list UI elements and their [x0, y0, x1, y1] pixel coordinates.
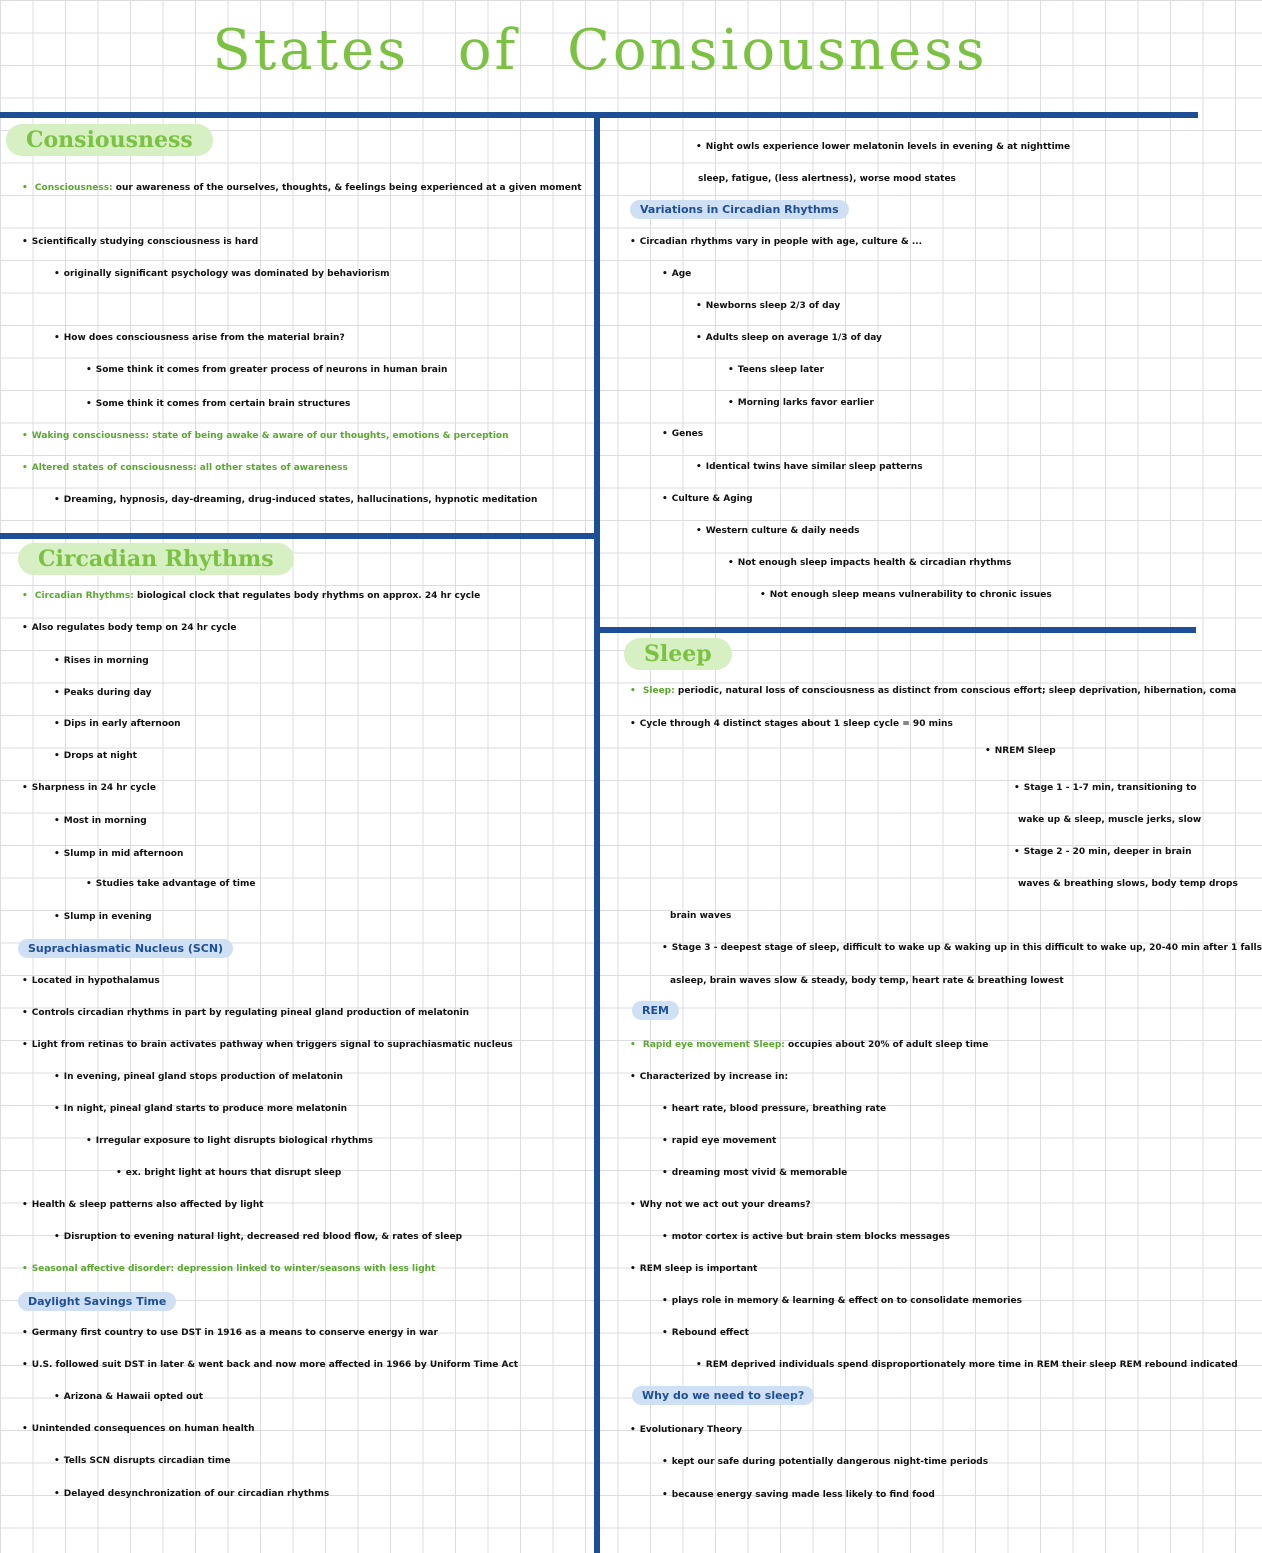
note-variations-6: • Genes: [662, 428, 862, 440]
note-rem-3: • rapid eye movement: [662, 1135, 1062, 1147]
note-variations-11: • Not enough sleep means vulnerability to chronic issues: [760, 589, 1180, 601]
note-sleep-definition: [630, 685, 1237, 697]
note-why-sleep-0: • Evolutionary Theory: [630, 1424, 1030, 1436]
note-nrem-stage-3: • Stage 3 - deepest stage of sleep, difficult to wake up & waking up in this difficult to wake up, 20-40 min after 1 falls: [662, 942, 1180, 954]
note-circadian-2: • Rises in morning: [54, 655, 354, 667]
note-rem-8: • plays role in memory & learning & effect on to consolidate memories: [662, 1295, 1172, 1307]
subtitle-rem: REM: [632, 1001, 679, 1020]
note-nrem-stage-3-cont: asleep, brain waves slow & steady, body temp, heart rate & breathing lowest: [670, 976, 1064, 986]
note-dst-4: • Tells SCN disrupts circadian time: [54, 1455, 574, 1467]
note-scn-7: • Health & sleep patterns also affected by light: [22, 1199, 582, 1211]
page-title: States of Consiousness: [212, 18, 988, 83]
note-rem-7: • REM sleep is important: [630, 1263, 1030, 1275]
note-why-sleep-1: • kept our safe during potentially dangerous night-time periods: [662, 1456, 1162, 1468]
note-rem-10: • REM deprived individuals spend disproportionately more time in REM their sleep REM rebound indicated: [696, 1359, 1180, 1371]
subtitle-variations: Variations in Circadian Rhythms: [630, 200, 849, 219]
note-rem-6: • motor cortex is active but brain stem blocks messages: [662, 1231, 1162, 1243]
note-dst-3: • Unintended consequences on human health: [22, 1423, 582, 1435]
note-variations-1: • Age: [662, 268, 862, 280]
note-variations-2: • Newborns sleep 2/3 of day: [696, 300, 996, 312]
subtitle-why-sleep: Why do we need to sleep?: [632, 1386, 814, 1405]
note-rem-4: • dreaming most vivid & memorable: [662, 1167, 1062, 1179]
note-rem-9: • Rebound effect: [662, 1327, 1062, 1339]
definition-consciousness: our awareness of the ourselves, thoughts, & feelings being experienced at a given moment: [115, 183, 582, 193]
definition-circadian: biological clock that regulates body rhythms on approx. 24 hr cycle: [136, 591, 481, 601]
note-circadian-1: • Also regulates body temp on 24 hr cycle: [22, 622, 582, 634]
note-circadian-8: • Slump in mid afternoon: [54, 848, 354, 860]
note-brain-waves: brain waves: [670, 911, 732, 921]
right-section-divider: [600, 627, 1196, 633]
section-title-circadian: Circadian Rhythms: [18, 543, 294, 575]
note-variations-top-2: sleep, fatigue, (less alertness), worse mood states: [698, 174, 956, 184]
note-dst-5: • Delayed desynchronization of our circadian rhythms: [54, 1488, 574, 1500]
note-consciousness-definition: [22, 172, 582, 204]
note-rem-2: • heart rate, blood pressure, breathing rate: [662, 1103, 1062, 1115]
note-consciousness-8: • Dreaming, hypnosis, day-dreaming, drug-induced states, hallucinations, hypnotic meditation: [54, 494, 574, 506]
note-scn-6: • ex. bright light at hours that disrupt sleep: [116, 1167, 576, 1179]
definition-rem: occupies about 20% of adult sleep time: [788, 1040, 989, 1050]
subtitle-dst: Daylight Savings Time: [18, 1292, 176, 1311]
note-variations-8: • Culture & Aging: [662, 493, 962, 505]
note-dst-1: • U.S. followed suit DST in later & went back and now more affected in 1966 by Uniform Time Act: [22, 1359, 582, 1371]
note-circadian-6: • Sharpness in 24 hr cycle: [22, 782, 422, 794]
term-circadian: Circadian Rhythms:: [34, 591, 134, 601]
note-variations-4: • Teens sleep later: [728, 364, 1028, 376]
note-variations-top-1: • Night owls experience lower melatonin levels in evening & at nighttime: [696, 141, 1180, 153]
note-nrem-stage-2-cont: waves & breathing slows, body temp drops: [1018, 879, 1238, 889]
note-consciousness-5: • Some think it comes from certain brain structures: [86, 398, 576, 410]
note-variations-10: • Not enough sleep impacts health & circadian rhythms: [728, 557, 1168, 569]
note-scn-5: • Irregular exposure to light disrupts biological rhythms: [86, 1135, 576, 1147]
note-nrem-stage-1-cont: wake up & sleep, muscle jerks, slow: [1018, 815, 1202, 825]
note-dst-2: • Arizona & Hawaii opted out: [54, 1391, 354, 1403]
note-nrem-stage-2: • Stage 2 - 20 min, deeper in brain: [1014, 846, 1180, 858]
note-waking-consciousness: • Waking consciousness: state of being awake & aware of our thoughts, emotions & perception: [22, 430, 582, 442]
note-consciousness-3: • How does consciousness arise from the material brain?: [54, 332, 574, 344]
subtitle-scn: Suprachiasmatic Nucleus (SCN): [18, 939, 233, 958]
section-title-consciousness: Consiousness: [6, 124, 213, 156]
note-seasonal-affective: • Seasonal affective disorder: depression linked to winter/seasons with less light: [22, 1263, 582, 1275]
note-circadian-5: • Drops at night: [54, 750, 354, 762]
note-consciousness-1: • Scientifically studying consciousness is hard: [22, 236, 582, 248]
note-dst-0: • Germany first country to use DST in 1916 as a means to conserve energy in war: [22, 1327, 582, 1339]
note-consciousness-4: • Some think it comes from greater process of neurons in human brain: [86, 364, 576, 376]
note-nrem: • NREM Sleep: [985, 745, 1175, 757]
note-rem-definition: [630, 1039, 1180, 1051]
term-consciousness: Consciousness:: [34, 183, 113, 193]
note-variations-0: • Circadian rhythms vary in people with age, culture & ...: [630, 236, 1030, 248]
term-rem: Rapid eye movement Sleep:: [642, 1040, 785, 1050]
note-variations-9: • Western culture & daily needs: [696, 525, 996, 537]
note-scn-4: • In night, pineal gland starts to produce more melatonin: [54, 1103, 574, 1115]
note-why-sleep-2: • because energy saving made less likely to find food: [662, 1489, 1162, 1501]
note-altered-states: • Altered states of consciousness: all other states of awareness: [22, 462, 582, 474]
note-consciousness-2: • originally significant psychology was dominated by behaviorism: [54, 268, 574, 280]
definition-sleep: periodic, natural loss of consciousness as distinct from conscious effort; sleep deprivation, hibernation, coma: [677, 686, 1237, 696]
note-variations-3: • Adults sleep on average 1/3 of day: [696, 332, 996, 344]
note-variations-5: • Morning larks favor earlier: [728, 397, 1028, 409]
note-scn-8: • Disruption to evening natural light, decreased red blood flow, & rates of sleep: [54, 1231, 584, 1243]
note-circadian-3: • Peaks during day: [54, 687, 354, 699]
left-section-divider: [0, 533, 594, 539]
note-circadian-9: • Studies take advantage of time: [86, 878, 386, 890]
center-divider: [594, 118, 600, 1553]
section-title-sleep: Sleep: [624, 638, 732, 670]
note-circadian-7: • Most in morning: [54, 815, 354, 827]
note-rem-1: • Characterized by increase in:: [630, 1071, 1030, 1083]
note-nrem-stage-1: • Stage 1 - 1-7 min, transitioning to: [1014, 782, 1180, 794]
note-scn-2: • Light from retinas to brain activates pathway when triggers signal to suprachiasmatic nucleus: [22, 1039, 582, 1051]
note-variations-7: • Identical twins have similar sleep patterns: [696, 461, 1096, 473]
note-scn-3: • In evening, pineal gland stops production of melatonin: [54, 1071, 574, 1083]
note-circadian-definition: [22, 590, 582, 602]
note-sleep-1: • Cycle through 4 distinct stages about 1 sleep cycle = 90 mins: [630, 718, 990, 730]
note-circadian-4: • Dips in early afternoon: [54, 718, 354, 730]
note-rem-5: • Why not we act out your dreams?: [630, 1199, 1030, 1211]
note-scn-1: • Controls circadian rhythms in part by regulating pineal gland production of melatonin: [22, 1007, 582, 1019]
note-circadian-10: • Slump in evening: [54, 911, 354, 923]
note-scn-0: • Located in hypothalamus: [22, 975, 582, 987]
term-sleep: Sleep:: [642, 686, 675, 696]
